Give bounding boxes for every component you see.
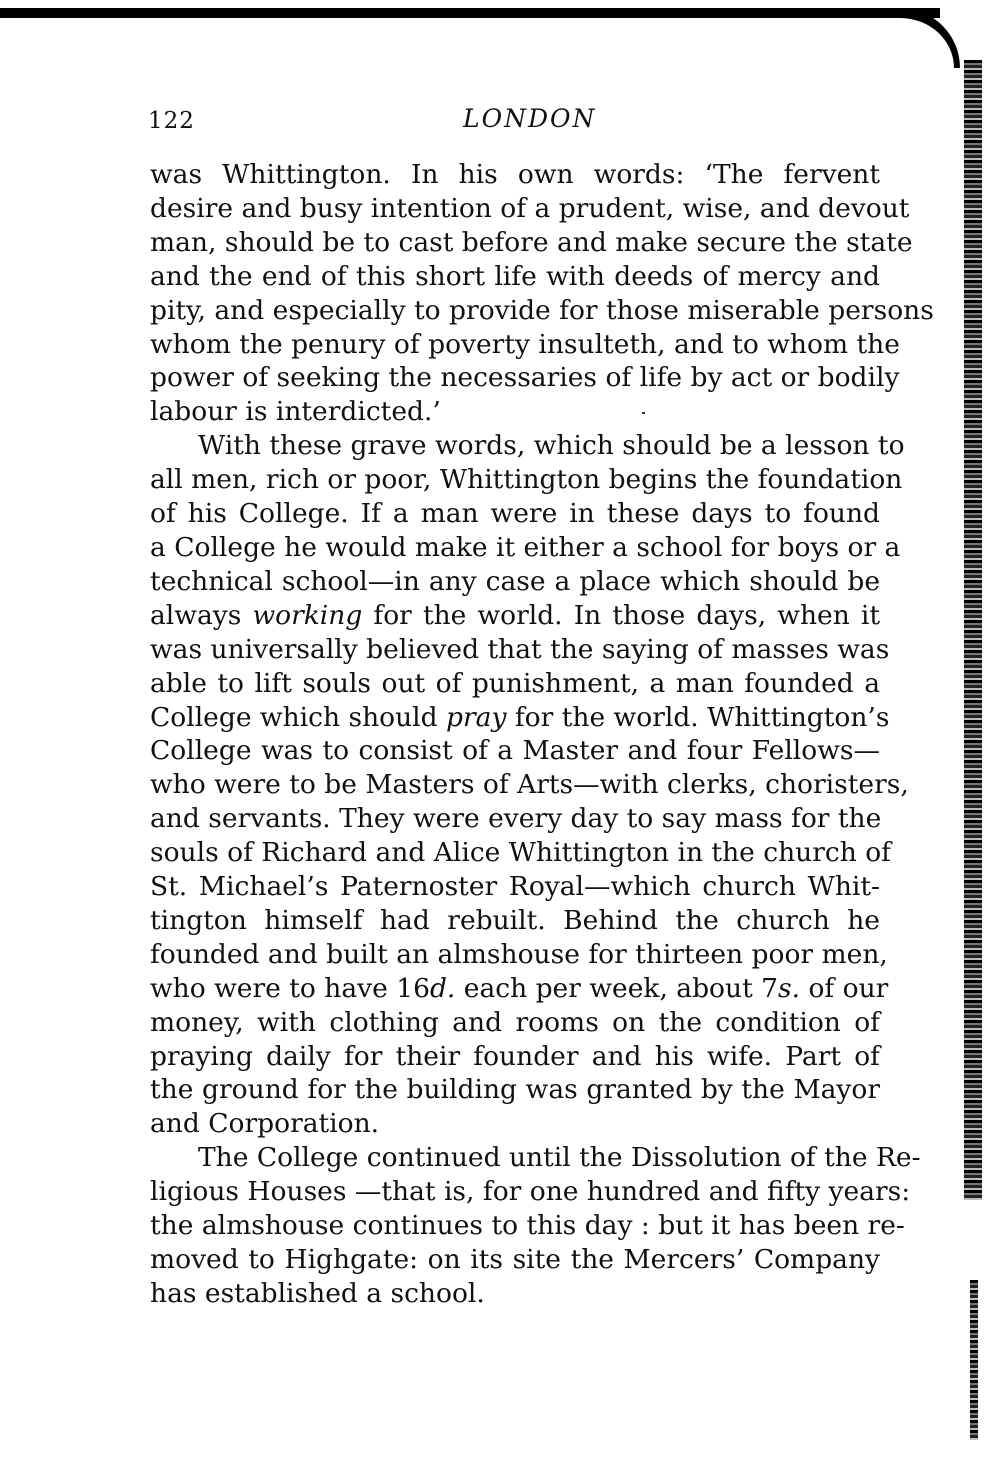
- italic-abbrev: s.: [778, 972, 801, 1004]
- page-number: 122: [148, 108, 195, 134]
- text-run: College which should: [150, 701, 447, 733]
- italic-abbrev: d.: [429, 972, 456, 1004]
- text-line: the ground for the building was granted by the Mayor: [150, 1074, 880, 1106]
- text-line: praying daily for their founder and his wife. Part of: [150, 1040, 880, 1072]
- text-line: able to lift souls out of punishment, a man founded a: [150, 667, 880, 699]
- text-line: of his College. If a man were in these days to found: [150, 498, 880, 530]
- text-line: souls of Richard and Alice Whittington in the church of: [150, 837, 891, 869]
- text-line: a College he would make it either a school for boys or a: [150, 531, 901, 563]
- text-line: pity, and especially to provide for those miserable persons: [150, 294, 934, 326]
- page-edge-shadow-lower: [970, 1280, 978, 1440]
- text-line: power of seeking the necessaries of life by act or bodily: [150, 362, 900, 394]
- text-line: technical school—in any case a place which should be: [150, 565, 880, 597]
- running-head: LONDON: [463, 104, 597, 133]
- text-line: who were to be Masters of Arts—with clerks, choristers,: [150, 769, 909, 801]
- text-line: The College continued until the Dissolution of the Re-: [198, 1142, 921, 1174]
- text-line: and Corporation.: [150, 1108, 380, 1140]
- italic-word: working: [252, 599, 363, 631]
- text-line: was Whittington. In his own words: ‘The fervent: [150, 159, 880, 190]
- text-line: tington himself had rebuilt. Behind the church he: [150, 904, 880, 936]
- text-run: for the world. In those days, when it: [362, 599, 880, 631]
- text-line: With these grave words, which should be a lesson to: [198, 430, 905, 462]
- text-run: of our: [800, 972, 889, 1004]
- italic-word: pray: [446, 701, 507, 733]
- top-border-curve: [900, 8, 960, 68]
- text-run: for the world. Whittington’s: [506, 701, 890, 733]
- text-line: ligious Houses —that is, for one hundred and fifty years:: [150, 1176, 911, 1208]
- text-line: College was to consist of a Master and four Fellows—: [150, 735, 880, 767]
- page-edge-shadow: [964, 60, 982, 1200]
- text-line: money, with clothing and rooms on the condition of: [150, 1006, 880, 1038]
- text-line: the almshouse continues to this day : but it has been re-: [150, 1210, 905, 1242]
- text-line: founded and built an almshouse for thirteen poor men,: [150, 938, 888, 970]
- text-line: was universally believed that the saying of masses was: [150, 633, 890, 665]
- text-line: labour is interdicted.’: [150, 396, 441, 428]
- text-line: moved to Highgate: on its site the Mercers’ Company: [150, 1244, 880, 1275]
- text-line: [150, 701, 890, 735]
- text-line: whom the penury of poverty insulteth, and to whom the: [150, 328, 900, 360]
- text-run: always: [150, 599, 253, 631]
- text-run: who were to have 16: [150, 972, 430, 1004]
- text-line: has established a school.: [150, 1277, 485, 1309]
- text-line: St. Michael’s Paternoster Royal—which church Whit-: [150, 871, 880, 903]
- body-text: [150, 158, 934, 1311]
- text-line: man, should be to cast before and make secure the state: [150, 226, 913, 258]
- text-run: each per week, about 7: [455, 972, 779, 1004]
- text-line: all men, rich or poor, Whittington begins the foundation: [150, 464, 903, 496]
- top-border-rule: [0, 8, 940, 18]
- text-line: and the end of this short life with deeds of mercy and: [150, 260, 880, 292]
- text-line: [150, 599, 880, 633]
- text-line: desire and busy intention of a prudent, wise, and devout: [150, 192, 910, 224]
- text-line: [150, 972, 889, 1006]
- text-line: and servants. They were every day to say mass for the: [150, 803, 882, 835]
